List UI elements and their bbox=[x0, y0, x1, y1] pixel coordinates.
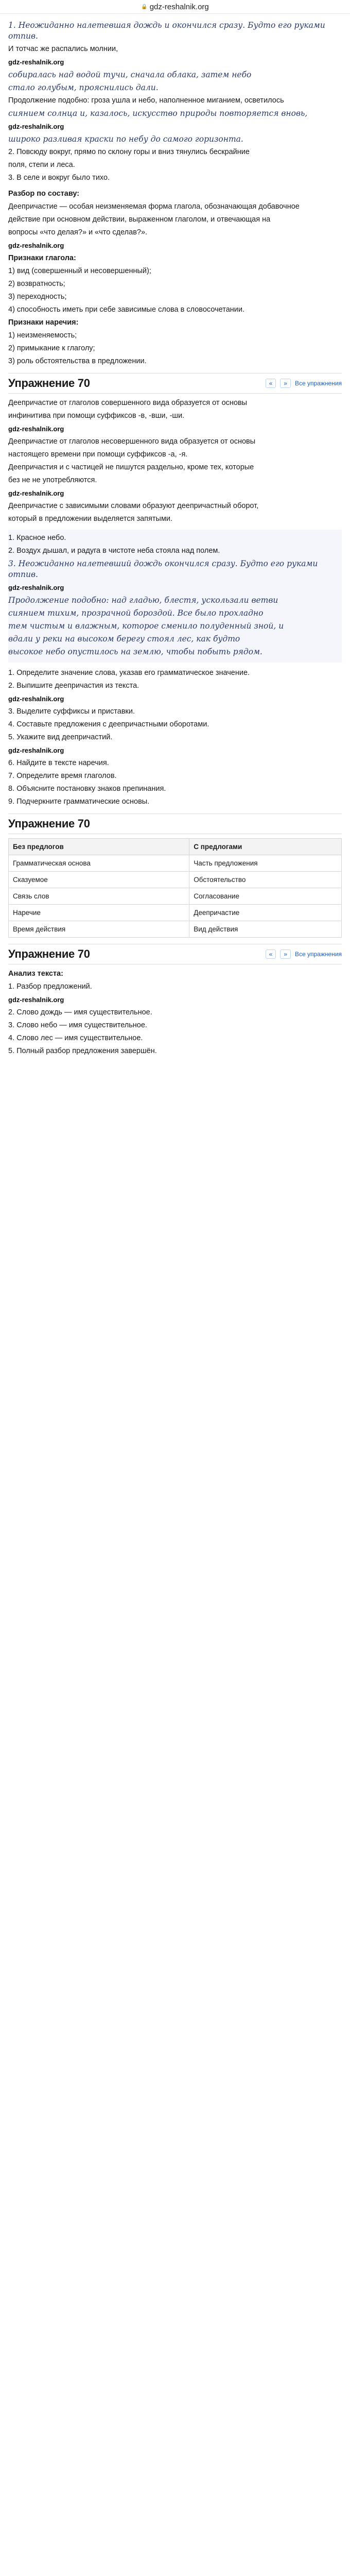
exercise-header-2 bbox=[8, 814, 342, 834]
page-content bbox=[0, 14, 350, 1057]
text-line: 3. В селе и вокруг было тихо. bbox=[8, 174, 110, 182]
text-line: который в предложении выделяется запятыми. bbox=[8, 515, 173, 523]
text-line: 4. Слово лес — имя существительное. bbox=[8, 1034, 143, 1042]
text-line: И тотчас же распались молнии, bbox=[8, 45, 118, 53]
all-exercises-link[interactable]: Все упражнения bbox=[294, 951, 342, 958]
table-cell: Деепричастие bbox=[189, 905, 342, 921]
exercise-title: Упражнение 70 bbox=[8, 817, 90, 830]
table-cell: Связь слов bbox=[9, 888, 189, 905]
text-line: поля, степи и леса. bbox=[8, 161, 75, 169]
exercise-nav bbox=[266, 950, 342, 959]
watermark: gdz-reshalnik.org bbox=[8, 695, 64, 703]
text-line: сиянием тихим, прозрачной бороздой. Все было прохладно bbox=[8, 608, 264, 618]
next-button[interactable]: » bbox=[280, 950, 291, 959]
prev-button[interactable]: « bbox=[266, 379, 276, 388]
text-line: высокое небо опустилось на землю, чтобы побыть рядом. bbox=[8, 647, 262, 656]
questions bbox=[8, 668, 342, 807]
text-line: 5. Полный разбор предложения завершён. bbox=[8, 1047, 157, 1055]
text-line: собиралась над водой тучи, сначала облака, затем небо bbox=[8, 70, 252, 79]
definitions-heading: Разбор по составу: bbox=[8, 190, 80, 198]
text-line: Деепричастие с зависимыми словами образуют деепричастный оборот, bbox=[8, 502, 259, 510]
table-cell: Наречие bbox=[9, 905, 189, 921]
text-line: 1. Разбор предложений. bbox=[8, 982, 92, 991]
question: 2. Выпишите деепричастия из текста. bbox=[8, 682, 139, 690]
text-line: 4) способность иметь при себе зависимые слова в словосочетании. bbox=[8, 306, 244, 314]
text-line: настоящего времени при помощи суффиксов -а, -я. bbox=[8, 450, 188, 459]
exercise-nav bbox=[266, 379, 342, 388]
text-line: 1. Красное небо. bbox=[8, 534, 66, 542]
text-line: 3. Слово небо — имя существительное. bbox=[8, 1021, 147, 1029]
text-line: Деепричастие — особая неизменяемая форма глагола, обозначающая добавочное bbox=[8, 202, 300, 211]
watermark: gdz-reshalnik.org bbox=[8, 123, 64, 130]
table-cell: Сказуемое bbox=[9, 872, 189, 888]
text-line: Деепричастия и с частицей не пишутся раздельно, кроме тех, которые bbox=[8, 463, 254, 471]
block-2 bbox=[8, 398, 342, 524]
table-cell: Вид действия bbox=[189, 921, 342, 938]
text-line: 1. Неожиданно налетевшая дождь и окончился сразу. Будто его руками отпив. bbox=[8, 21, 325, 41]
exercise-title: Упражнение 70 bbox=[8, 947, 90, 960]
part-2 bbox=[8, 530, 342, 663]
next-button[interactable]: » bbox=[280, 379, 291, 388]
text-line: Продолжение подобно: гроза ушла и небо, наполненное миганием, осветилось bbox=[8, 96, 284, 105]
text-line: 1) вид (совершенный и несовершенный); bbox=[8, 267, 151, 275]
question: 9. Подчеркните грамматические основы. bbox=[8, 798, 150, 806]
table-header: С предлогами bbox=[189, 839, 342, 855]
table-row bbox=[9, 905, 342, 921]
text-line: действие при основном действии, выраженном глаголом, и отвечающая на bbox=[8, 215, 271, 224]
text-line: стало голубым, прояснились дали. bbox=[8, 83, 159, 92]
watermark: gdz-reshalnik.org bbox=[8, 242, 64, 249]
prev-button[interactable]: « bbox=[266, 950, 276, 959]
watermark: gdz-reshalnik.org bbox=[8, 747, 64, 754]
text-line: сиянием солнца и, казалось, искусство природы повторяется вновь, bbox=[8, 109, 308, 118]
exercise-header bbox=[8, 373, 342, 394]
question: 3. Выделите суффиксы и приставки. bbox=[8, 707, 135, 716]
watermark: gdz-reshalnik.org bbox=[8, 996, 64, 1004]
table-cell: Обстоятельство bbox=[189, 872, 342, 888]
question: 8. Объясните постановку знаков препинания. bbox=[8, 785, 166, 793]
text-line: Деепричастие от глаголов несовершенного вида образуется от основы bbox=[8, 437, 256, 446]
table-row bbox=[9, 872, 342, 888]
question: 5. Укажите вид деепричастий. bbox=[8, 733, 113, 741]
text-line: вопросы «что делая?» и «что сделав?». bbox=[8, 228, 148, 236]
text-line: 1) неизменяемость; bbox=[8, 331, 77, 340]
watermark: gdz-reshalnik.org bbox=[8, 489, 64, 497]
table-row bbox=[9, 855, 342, 872]
final-block bbox=[8, 969, 342, 1057]
watermark: gdz-reshalnik.org bbox=[8, 584, 64, 591]
text-line: 3) переходность; bbox=[8, 293, 67, 301]
watermark: gdz-reshalnik.org bbox=[8, 58, 64, 66]
text-line: вдали у реки на высоком берегу стоял лес, как будто bbox=[8, 634, 240, 643]
site-header bbox=[0, 0, 350, 14]
definitions bbox=[8, 189, 342, 367]
table-cell: Согласование bbox=[189, 888, 342, 905]
text-line: 2) возвратность; bbox=[8, 280, 65, 288]
all-exercises-link[interactable]: Все упражнения bbox=[294, 380, 342, 387]
text-line: Признаки глагола: bbox=[8, 254, 76, 262]
block-1 bbox=[8, 20, 342, 183]
table-cell: Время действия bbox=[9, 921, 189, 938]
lock-icon: 🔒 bbox=[141, 4, 148, 10]
text-line: 3) роль обстоятельства в предложении. bbox=[8, 357, 147, 365]
table-row bbox=[9, 888, 342, 905]
exercise-header-3 bbox=[8, 944, 342, 964]
text-line: широко разливая краски по небу до самого горизонта. bbox=[8, 134, 243, 144]
text-line: Продолжение подобно: над гладью, блестя, ускользали ветви bbox=[8, 596, 278, 605]
text-line: Признаки наречия: bbox=[8, 318, 79, 327]
text-line: 2. Повсюду вокруг, прямо по склону горы и вниз тянулись бескрайние bbox=[8, 148, 250, 156]
text-line: Анализ текста: bbox=[8, 970, 63, 978]
table-cell: Часть предложения bbox=[189, 855, 342, 872]
question: 4. Составьте предложения с деепричастными оборотами. bbox=[8, 720, 209, 728]
text-line: инфинитива при помощи суффиксов -в, -вши, -ши. bbox=[8, 412, 185, 420]
text-line: 2. Воздух дышал, и радуга в чистоте неба стояла над полем. bbox=[8, 547, 220, 555]
exercise-title: Упражнение 70 bbox=[8, 377, 90, 389]
text-line: тем чистым и влажным, которое сменило полуденный зной, и bbox=[8, 621, 284, 631]
table-header: Без предлогов bbox=[9, 839, 189, 855]
text-line: 2. Слово дождь — имя существительное. bbox=[8, 1008, 152, 1016]
watermark: gdz-reshalnik.org bbox=[8, 425, 64, 433]
text-line: 3. Неожиданно налетевший дождь окончился сразу. Будто его руками отпив. bbox=[8, 559, 318, 579]
site-url[interactable]: gdz-reshalnik.org bbox=[149, 2, 209, 11]
table-row bbox=[9, 921, 342, 938]
text-line: Деепричастие от глаголов совершенного вида образуется от основы bbox=[8, 399, 248, 407]
text-line: без не не употребляются. bbox=[8, 476, 97, 484]
question: 1. Определите значение слова, указав его грамматическое значение. bbox=[8, 669, 250, 677]
question: 7. Определите время глаголов. bbox=[8, 772, 117, 780]
question: 6. Найдите в тексте наречия. bbox=[8, 759, 109, 767]
table-cell: Грамматическая основа bbox=[9, 855, 189, 872]
comparison-table bbox=[8, 838, 342, 938]
text-line: 2) примыкание к глаголу; bbox=[8, 344, 95, 352]
